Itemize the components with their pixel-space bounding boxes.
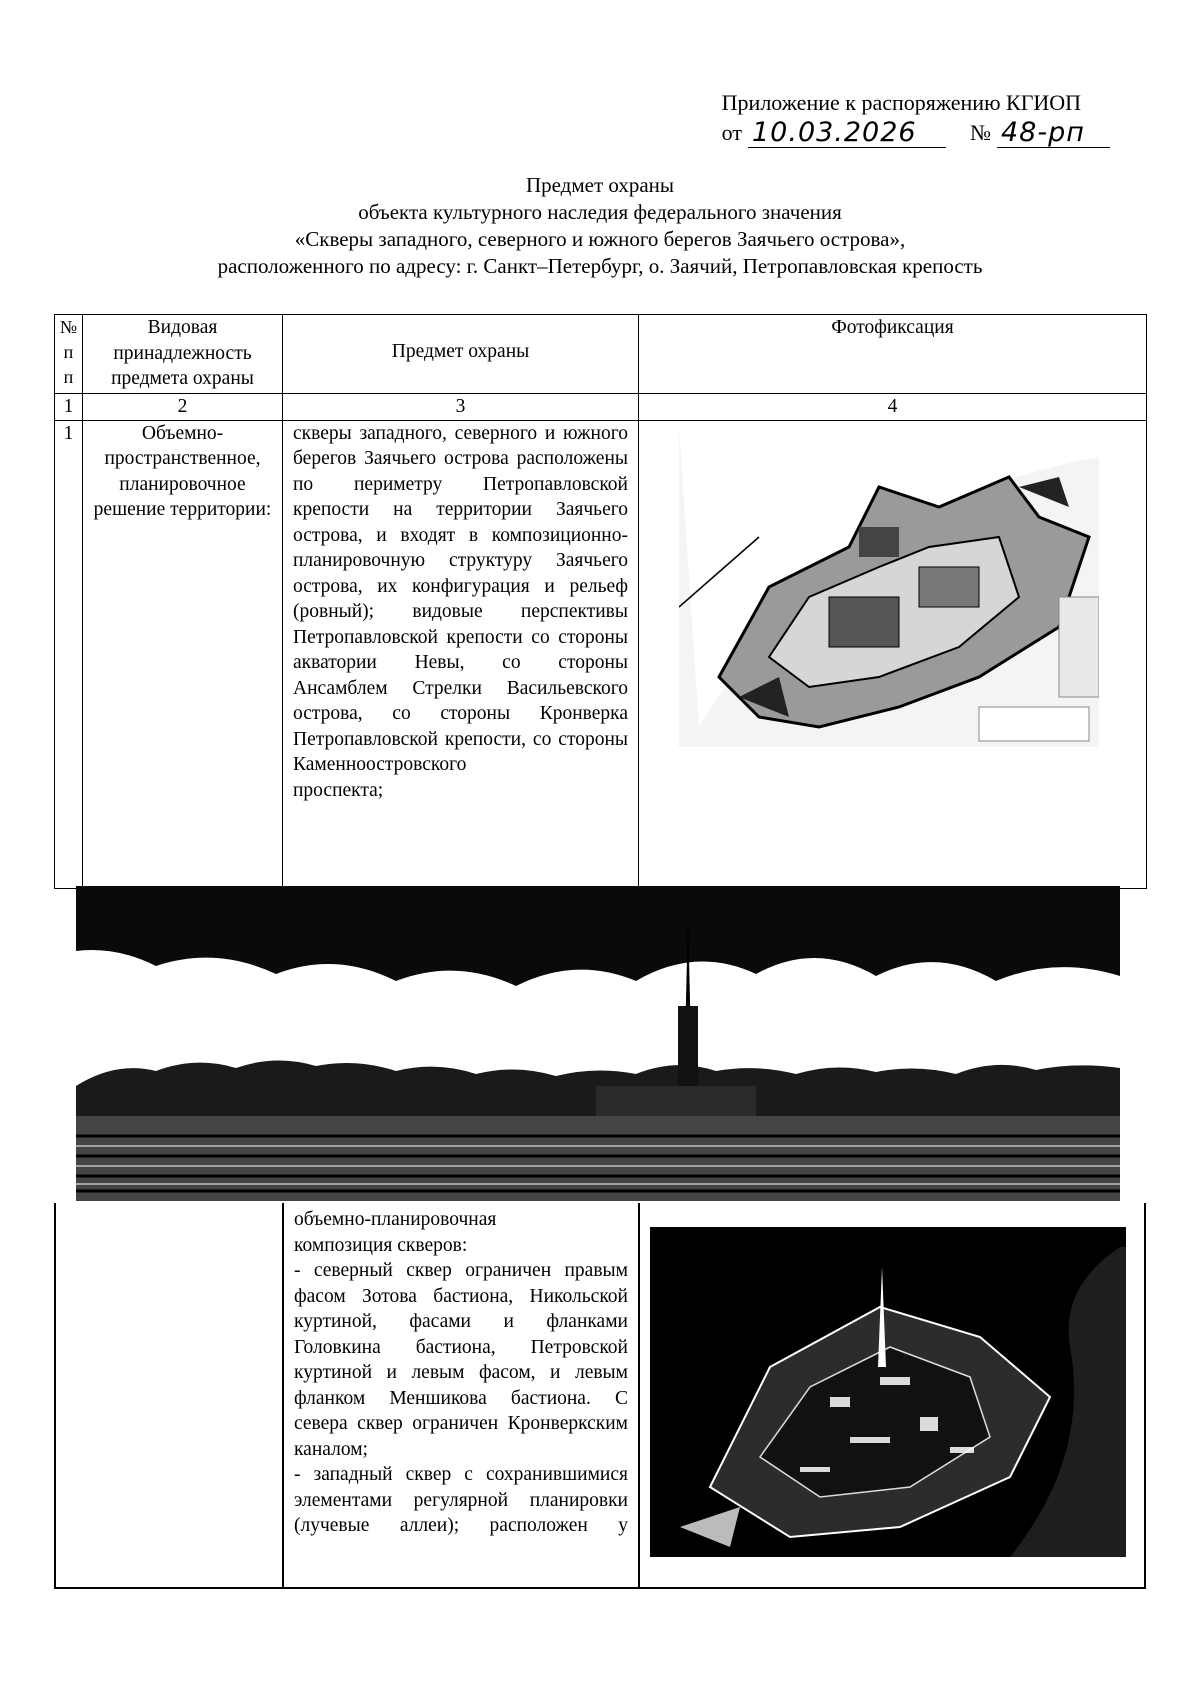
appendix-title: Приложение к распоряжению КГИОП: [721, 90, 1082, 115]
title-line-4: расположенного по адресу: г. Санкт–Петербург, о. Заячий, Петропавловская крепость: [217, 254, 983, 278]
appendix-block: [722, 88, 1110, 148]
handwritten-number: 48-рп: [997, 119, 1110, 148]
border-right: [1144, 1203, 1146, 1588]
row-subject-text: скверы западного, северного и южного берегов Заячьего острова расположены по периметру Петропавловской крепости на территории Заячьего острова, и входят в композиционно-планировочную структуру Заячьего острова, их конфигурация и рельеф (ровный); видовые перспективы Петропавловской крепости со стороны акватории Невы, со стороны Ансамблем Стрелки Васильевского острова, со стороны Кронверка Петропавловской крепости, со стороны Каменноостровского: [293, 422, 628, 775]
title-line-3: «Скверы западного, северного и южного берегов Заячьего острова»,: [294, 227, 906, 251]
border-bottom: [54, 1587, 1146, 1589]
col-number-1: 1: [55, 394, 83, 421]
number-prefix: №: [970, 120, 991, 145]
title-line-2: объекта культурного наследия федерального значения: [358, 200, 842, 224]
border-col-2: [282, 1203, 284, 1588]
protection-table: [54, 314, 1147, 889]
handwritten-date: 10.03.2026: [748, 119, 946, 148]
aerial-photo-image: [650, 1227, 1126, 1557]
table-header-row: [55, 315, 1147, 394]
from-prefix: от: [721, 120, 742, 145]
subject-line: - западный сквер с сохранившимися элементами регулярной планировки (лучевые аллеи); расположен у: [294, 1464, 628, 1536]
row-photo-cell: [639, 420, 1147, 888]
column-number-row: [55, 394, 1147, 421]
col-number-4: 4: [639, 394, 1147, 421]
panorama-photo-image: [76, 886, 1120, 1201]
header-col-number: [55, 315, 83, 394]
header-number-sign: № п п: [59, 317, 78, 387]
border-col-3: [638, 1203, 640, 1588]
fortress-plan-image: [679, 427, 1099, 747]
header-col-type: Видовая принадлежность предмета охраны: [83, 315, 283, 394]
row-number: 1: [55, 420, 83, 888]
row-type: Объемно-пространственное, планировочное решение территории:: [83, 420, 283, 888]
row-subject: [283, 420, 639, 888]
continuation-row: [54, 1203, 1146, 1588]
header-col-photo: Фотофиксация: [639, 315, 1147, 394]
col-number-2: 2: [83, 394, 283, 421]
subject-line: объемно-планировочная: [294, 1209, 497, 1230]
subject-line: - северный сквер ограничен правым фасом Зотова бастиона, Никольской куртиной, фасами и фланками Головкина бастиона, Петровской куртиной и левым фасом, и левым фланком Меншикова бастиона. С севера сквер ограничен Кронверкским каналом;: [294, 1260, 628, 1460]
table-row: [55, 420, 1147, 888]
document-title: [0, 172, 1200, 280]
appendix-date-line: [722, 118, 1110, 148]
row-subject-last-line: проспекта;: [293, 779, 384, 801]
border-left: [54, 1203, 56, 1588]
header-col-subject: Предмет охраны: [283, 315, 639, 394]
row-subject-continued: [294, 1207, 628, 1539]
title-line-1: Предмет охраны: [525, 173, 675, 197]
col-number-3: 3: [283, 394, 639, 421]
subject-line: композиция скверов:: [294, 1234, 468, 1256]
